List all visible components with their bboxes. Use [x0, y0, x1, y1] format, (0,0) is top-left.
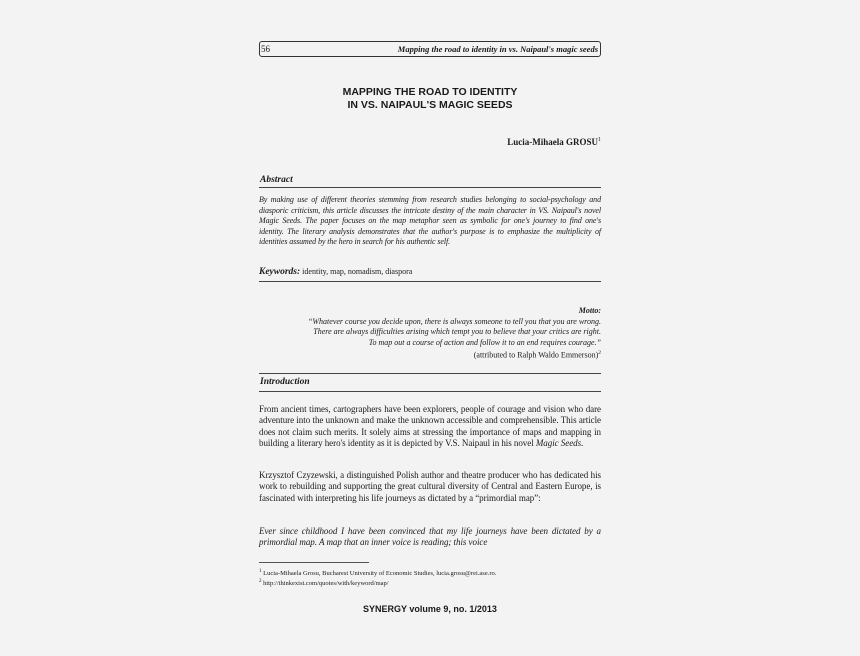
- page-number: 56: [261, 44, 270, 54]
- keywords-colon: :: [297, 267, 301, 277]
- abstract-rule: [259, 187, 601, 188]
- introduction-heading: Introduction: [260, 377, 310, 387]
- footnote-1-mark: 1: [259, 569, 262, 574]
- intro-p1-title: Magic Seeds: [535, 438, 582, 449]
- keywords: [259, 266, 601, 278]
- motto-attribution: [259, 348, 601, 361]
- motto-label: Motto:: [578, 306, 601, 315]
- author-name: Lucia-Mihaela GROSU: [507, 137, 598, 147]
- journal-footer: SYNERGY volume 9, no. 1/2013: [363, 604, 497, 614]
- motto-line-2: There are always difficulties arising which tempt you to believe that your critics are right.: [313, 327, 601, 337]
- motto-attribution-text: (attributed to Ralph Waldo Emmerson): [473, 351, 599, 361]
- footnote-2-mark: 2: [259, 579, 262, 584]
- footnote-1-text: Lucia-Mihaela Grosu, Bucharest University of Economic Studies, lucia.grosu@rei.ase.ro.: [261, 570, 497, 578]
- title-line-2: IN VS. NAIPAUL'S MAGIC SEEDS: [347, 99, 513, 111]
- footnote-rule: [259, 562, 369, 563]
- motto-line-1: “Whatever course you decide upon, there is always someone to tell you that you are wrong.: [307, 316, 601, 326]
- intro-block-quote: Ever since childhood I have been convinced that my life journeys have been dictated by a primordial map. A map that an inner voice is reading; this voice: [259, 526, 601, 548]
- footnote-2-text: http://thinkexist.com/quotes/with/keyword/map/: [261, 580, 389, 588]
- keywords-rule: [259, 281, 601, 282]
- motto: [259, 306, 601, 362]
- keywords-label: Keywords: [259, 267, 297, 277]
- title-line-1: MAPPING THE ROAD TO IDENTITY: [342, 86, 518, 98]
- running-title: Mapping the road to identity in vs. Naipaul's magic seeds: [397, 44, 598, 54]
- footnote-2: [259, 577, 601, 588]
- keywords-text: identity, map, nomadism, diaspora: [300, 267, 413, 276]
- motto-attribution-mark: 2: [598, 350, 601, 357]
- intro-paragraph-2: Krzysztof Czyzewski, a distinguished Polish author and theatre producer who has dedicated his work to rebuilding and supporting the great cultural diversity of Central and Eastern Europe, is fascinated with interpreting his life journeys as dictated by a “primordial map”:: [259, 470, 601, 503]
- running-header: [259, 41, 601, 57]
- intro-p1-end: .: [581, 438, 584, 449]
- author: [259, 137, 601, 147]
- motto-line-3: To map out a course of action and follow it to an end requires courage.”: [368, 337, 601, 347]
- intro-p1-text: From ancient times, cartographers have been explorers, people of courage and vision who dare adventure into the unknown and make the unknown accessible and comprehensible. This article does not claim such merits. It solely aims at stressing the importance of maps and mapping in building a literary hero's identity as it is depicted by V.S. Naipaul in his novel: [259, 404, 601, 449]
- intro-bottom-rule: [259, 391, 601, 392]
- abstract-heading: Abstract: [260, 175, 293, 185]
- paper-title: [259, 86, 601, 112]
- author-footnote-mark: 1: [598, 137, 601, 143]
- intro-top-rule: [259, 373, 601, 374]
- intro-paragraph-1: [259, 404, 601, 450]
- abstract-text: By making use of different theories stemming from research studies belonging to social-psychology and diasporic criticism, this article discusses the intricate destiny of the main character in VS. Naipaul's novel Magic Seeds. The paper focuses on the map metaphor seen as symbolic for one's journey to find one's identity. The literary analysis demonstrates that the author's purpose is to emphasize the multiplicity of identities assumed by the hero in search for his authentic self.: [259, 195, 601, 247]
